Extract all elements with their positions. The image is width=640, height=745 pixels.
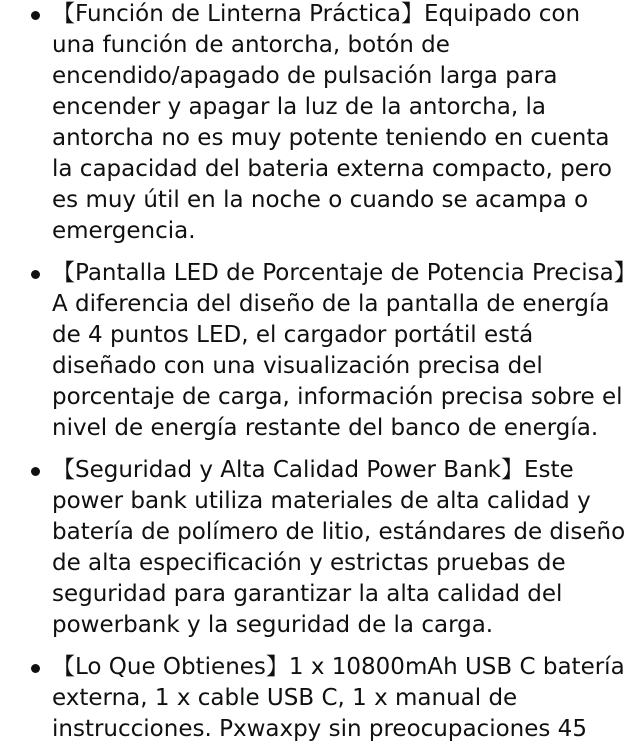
list-item — [0, 0, 640, 247]
feature-text: 【Lo Que Obtienes】1 x 10800mAh USB C batería externa, 1 x cable USB C, 1 x manual de instrucciones. Pxwaxpy sin preocupaciones 45 — [52, 654, 625, 742]
bullet-dot-icon — [31, 11, 40, 20]
feature-text: 【Seguridad y Alta Calidad Power Bank】Este power bank utiliza materiales de alta calidad y batería de polímero de litio, estándares de diseño de alta especificación y estrictas pruebas de seguridad para garantizar la alta calidad del powerbank y la seguridad de la carga. — [52, 457, 626, 638]
list-item — [0, 652, 640, 745]
list-item — [0, 455, 640, 641]
bullet-dot-icon — [31, 664, 40, 673]
feature-text: 【Pantalla LED de Porcentaje de Potencia Precisa】A diferencia del diseño de la pantalla de energía de 4 puntos LED, el cargador portátil está diseñado con una visualización precisa del porcentaje de carga, información precisa sobre el nivel de energía restante del banco de energía. — [52, 260, 626, 441]
list-item — [0, 258, 640, 444]
bullet-dot-icon — [31, 467, 40, 476]
bullet-dot-icon — [31, 270, 40, 279]
feature-text: 【Función de Linterna Práctica】Equipado con una función de antorcha, botón de encendido/apagado de pulsación larga para encender y apagar la luz de la antorcha, la antorcha no es muy potente teniendo en cuenta la capacidad del bateria externa compacto, pero es muy útil en la noche o cuando se acampa o emergencia. — [52, 1, 612, 244]
